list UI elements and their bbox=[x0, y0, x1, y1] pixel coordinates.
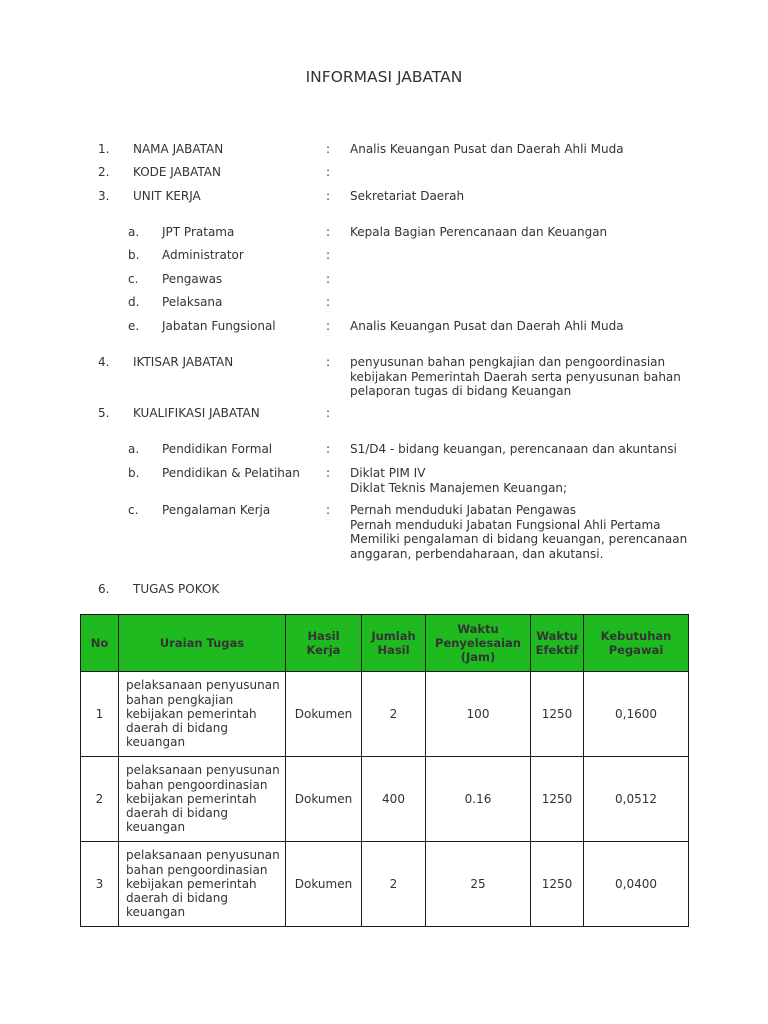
cell-hasil-kerja: Dokumen bbox=[286, 672, 362, 757]
sub-value: Analis Keuangan Pusat dan Daerah Ahli Muda bbox=[350, 319, 624, 333]
cell-line: bahan pengoordinasian bbox=[126, 862, 268, 877]
header-waktu-penyelesaian bbox=[426, 615, 531, 672]
cell-jumlah-hasil: 2 bbox=[362, 842, 426, 927]
sub-colon: : bbox=[326, 225, 331, 239]
sub-letter: c. bbox=[128, 272, 139, 286]
sub-label: Pengawas bbox=[162, 272, 223, 286]
value-line: S1/D4 - bidang keuangan, perencanaan dan akuntansi bbox=[350, 442, 677, 456]
header-jumlah-hasil bbox=[362, 615, 426, 672]
sub-colon: : bbox=[326, 272, 331, 286]
cell-waktu-efektif: 1250 bbox=[531, 672, 584, 757]
cell-line: daerah di bidang bbox=[126, 806, 228, 821]
table-header-row bbox=[81, 615, 689, 672]
page-title: INFORMASI JABATAN bbox=[305, 68, 463, 86]
item-label: TUGAS POKOK bbox=[133, 582, 220, 596]
value-line: penyusunan bahan pengkajian dan pengoordinasian bbox=[350, 355, 666, 369]
cell-no: 1 bbox=[81, 672, 119, 757]
value-line: Diklat Teknis Manajemen Keuangan; bbox=[350, 480, 568, 495]
item-colon: : bbox=[326, 406, 331, 420]
cell-line: kebijakan pemerintah bbox=[126, 876, 257, 891]
item-colon: : bbox=[326, 355, 331, 369]
cell-waktu-penyelesaian: 25 bbox=[426, 842, 531, 927]
item-label: UNIT KERJA bbox=[133, 189, 201, 203]
cell-line: pelaksanaan penyusunan bbox=[126, 763, 280, 778]
header-hasil-kerja bbox=[286, 615, 362, 672]
sub-label: Jabatan Fungsional bbox=[162, 319, 276, 333]
sub-label: Pengalaman Kerja bbox=[162, 503, 271, 517]
sub-letter: a. bbox=[128, 225, 140, 239]
item-number: 5. bbox=[98, 406, 110, 420]
item-label: IKTISAR JABATAN bbox=[133, 355, 234, 369]
header-kebutuhan-pegawai bbox=[584, 615, 689, 672]
sub-value bbox=[350, 503, 690, 561]
cell-line: bahan pengoordinasian bbox=[126, 777, 268, 792]
item-number: 3. bbox=[98, 189, 110, 203]
header-line: Waktu bbox=[536, 629, 578, 643]
sub-colon: : bbox=[326, 503, 331, 517]
header-line: Penyelesaian bbox=[435, 636, 521, 650]
cell-line: pelaksanaan penyusunan bbox=[126, 848, 280, 863]
header-line: (Jam) bbox=[460, 650, 496, 664]
item-value bbox=[350, 355, 690, 399]
item-label: KODE JABATAN bbox=[133, 165, 221, 179]
sub-label: Pendidikan & Pelatihan bbox=[162, 466, 300, 480]
value-line: pelaporan tugas di bidang Keuangan bbox=[350, 384, 572, 398]
cell-line: keuangan bbox=[126, 735, 186, 750]
value-line: Pernah menduduki Jabatan Fungsional Ahli Pertama bbox=[350, 517, 661, 532]
sub-label: JPT Pratama bbox=[162, 225, 235, 239]
sub-colon: : bbox=[326, 442, 331, 456]
value-line: Diklat PIM IV bbox=[350, 466, 426, 480]
item-label: NAMA JABATAN bbox=[133, 142, 224, 156]
sub-letter: b. bbox=[128, 466, 140, 480]
cell-hasil-kerja: Dokumen bbox=[286, 842, 362, 927]
cell-line: keuangan bbox=[126, 905, 186, 920]
cell-waktu-penyelesaian: 100 bbox=[426, 672, 531, 757]
sub-colon: : bbox=[326, 295, 331, 309]
header-no: No bbox=[81, 615, 119, 672]
item-colon: : bbox=[326, 189, 331, 203]
cell-no: 2 bbox=[81, 757, 119, 842]
sub-colon: : bbox=[326, 319, 331, 333]
cell-jumlah-hasil: 2 bbox=[362, 672, 426, 757]
sub-label: Pendidikan Formal bbox=[162, 442, 273, 456]
cell-no: 3 bbox=[81, 842, 119, 927]
header-uraian-tugas: Uraian Tugas bbox=[119, 615, 286, 672]
cell-uraian-tugas bbox=[119, 842, 286, 927]
item-colon: : bbox=[326, 165, 331, 179]
cell-kebutuhan-pegawai: 0,0512 bbox=[584, 757, 689, 842]
sub-letter: a. bbox=[128, 442, 140, 456]
sub-value bbox=[350, 466, 690, 495]
sub-colon: : bbox=[326, 248, 331, 262]
value-line: anggaran, perbendaharaan, dan akutansi. bbox=[350, 546, 604, 561]
value-line: Pernah menduduki Jabatan Pengawas bbox=[350, 503, 577, 517]
cell-uraian-tugas bbox=[119, 672, 286, 757]
header-line: Efektif bbox=[535, 643, 579, 657]
cell-kebutuhan-pegawai: 0,0400 bbox=[584, 842, 689, 927]
cell-line: daerah di bidang bbox=[126, 891, 228, 906]
sub-letter: e. bbox=[128, 319, 140, 333]
sub-label: Administrator bbox=[162, 248, 244, 262]
item-label: KUALIFIKASI JABATAN bbox=[133, 406, 260, 420]
value-line: kebijakan Pemerintah Daerah serta penyusunan bahan bbox=[350, 369, 681, 384]
table-row bbox=[81, 757, 689, 842]
item-value: Sekretariat Daerah bbox=[350, 189, 465, 203]
item-number: 6. bbox=[98, 582, 110, 596]
cell-jumlah-hasil: 400 bbox=[362, 757, 426, 842]
item-value: Analis Keuangan Pusat dan Daerah Ahli Muda bbox=[350, 142, 624, 156]
item-number: 1. bbox=[98, 142, 110, 156]
tugas-pokok-table bbox=[80, 614, 689, 927]
header-line: Kebutuhan bbox=[600, 629, 672, 643]
item-colon: : bbox=[326, 142, 331, 156]
cell-line: kebijakan pemerintah bbox=[126, 791, 257, 806]
header-line: Hasil bbox=[377, 643, 410, 657]
cell-line: pelaksanaan penyusunan bbox=[126, 678, 280, 693]
item-number: 4. bbox=[98, 355, 110, 369]
header-line: Waktu bbox=[457, 622, 499, 636]
header-line: Kerja bbox=[306, 643, 341, 657]
sub-letter: c. bbox=[128, 503, 139, 517]
header-line: Jumlah bbox=[371, 629, 416, 643]
cell-uraian-tugas bbox=[119, 757, 286, 842]
cell-line: kebijakan pemerintah bbox=[126, 706, 257, 721]
header-line: Pegawai bbox=[608, 643, 664, 657]
cell-waktu-efektif: 1250 bbox=[531, 757, 584, 842]
sub-label: Pelaksana bbox=[162, 295, 223, 309]
cell-line: bahan pengkajian bbox=[126, 692, 234, 707]
sub-colon: : bbox=[326, 466, 331, 480]
header-line: Hasil bbox=[307, 629, 340, 643]
table-row bbox=[81, 842, 689, 927]
sub-value bbox=[350, 442, 690, 457]
cell-kebutuhan-pegawai: 0,1600 bbox=[584, 672, 689, 757]
cell-waktu-efektif: 1250 bbox=[531, 842, 584, 927]
cell-line: keuangan bbox=[126, 820, 186, 835]
value-line: Memiliki pengalaman di bidang keuangan, perencanaan bbox=[350, 532, 688, 546]
cell-line: daerah di bidang bbox=[126, 721, 228, 736]
cell-waktu-penyelesaian: 0.16 bbox=[426, 757, 531, 842]
item-number: 2. bbox=[98, 165, 110, 179]
sub-letter: b. bbox=[128, 248, 140, 262]
header-waktu-efektif bbox=[531, 615, 584, 672]
cell-hasil-kerja: Dokumen bbox=[286, 757, 362, 842]
table-row bbox=[81, 672, 689, 757]
sub-value: Kepala Bagian Perencanaan dan Keuangan bbox=[350, 225, 608, 239]
sub-letter: d. bbox=[128, 295, 140, 309]
